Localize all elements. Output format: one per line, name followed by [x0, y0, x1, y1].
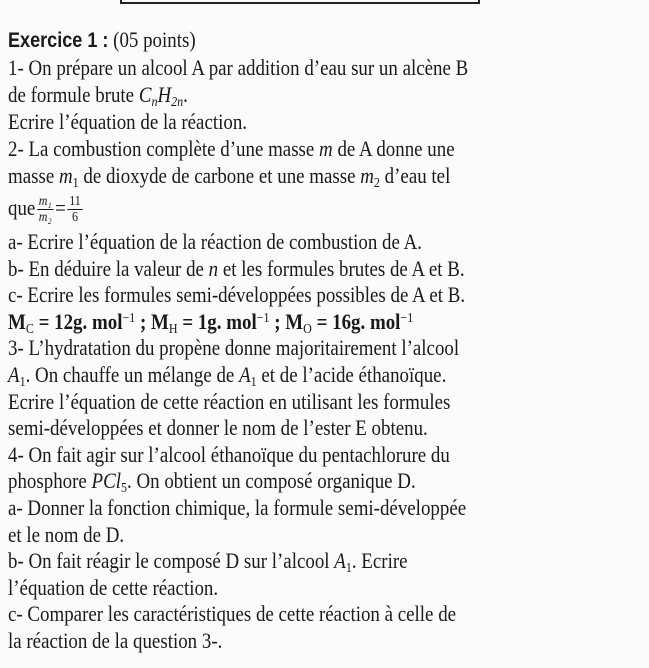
text-segment: l’équation de cette réaction. [8, 574, 219, 600]
math-segment: 1 [250, 375, 257, 390]
math-segment: = 16g. mol [311, 308, 401, 334]
fraction [37, 194, 53, 225]
math-segment: −1 [256, 310, 270, 326]
math-segment: n [151, 95, 158, 110]
text-line [8, 362, 447, 390]
math-segment: H [157, 82, 172, 107]
fraction [67, 194, 82, 225]
denominator: 6 [71, 210, 79, 226]
text-line [8, 191, 84, 225]
text-segment: de dioxyde de carbone et une masse [78, 163, 361, 188]
math-segment: ; M [269, 308, 304, 334]
math-segment: 1 [72, 176, 79, 191]
math-segment: m [360, 163, 374, 188]
math-segment: 2n [171, 95, 184, 110]
numerator: 11 [69, 194, 81, 210]
math-segment: m [319, 136, 333, 161]
text-segment: 2- La combustion complète d’une masse [8, 136, 320, 161]
text-line [8, 336, 459, 360]
text-line [8, 283, 465, 307]
text-segment: semi-développées et donner le nom de l’ester E obtenu. [8, 415, 428, 441]
math-segment: O [303, 321, 312, 337]
math-segment: = 12g. mol [33, 308, 123, 334]
text-segment: que [8, 195, 36, 220]
text-line [8, 137, 455, 161]
text-segment: c- Ecrire les formules semi-développées possibles de A et B. [8, 282, 466, 308]
math-segment: 1 [19, 375, 26, 390]
text-segment: 3- L’hydratation du propène donne majoritairement l’alcool [8, 335, 460, 361]
math-segment: PCl [91, 468, 121, 494]
math-segment: −1 [122, 310, 136, 326]
math-segment: A [8, 362, 20, 387]
text-segment: de A donne une [332, 136, 455, 161]
math-segment: 2 [373, 176, 380, 191]
text-line [8, 523, 124, 547]
text-segment: 4- On fait agir sur l’alcool éthanoïque du pentachlorure du [8, 441, 450, 467]
text-segment: . On obtient un composé organique D. [127, 468, 416, 494]
math-segment: C [138, 82, 152, 107]
text-line [8, 496, 466, 520]
text-line [8, 110, 247, 134]
text-segment: phosphore [8, 468, 92, 494]
text-line [8, 308, 414, 337]
text-segment: de formule brute [8, 82, 139, 107]
math-segment: A [334, 548, 346, 574]
text-segment: . [183, 82, 188, 107]
exercise-title [8, 28, 196, 52]
text-segment: Ecrire l’équation de la réaction. [8, 109, 248, 134]
text-line [8, 443, 450, 467]
text-line [8, 82, 188, 110]
text-segment: a- Ecrire l’équation de la réaction de combustion de A. [8, 229, 422, 254]
math-segment: H [168, 321, 178, 337]
text-segment: a- Donner la fonction chimique, la formule semi-développée [8, 495, 467, 520]
text-line [8, 163, 451, 191]
text-line [8, 602, 456, 626]
math-segment: −1 [400, 310, 414, 326]
header-box [120, 0, 480, 4]
text-segment: et les formules brutes de A et B. [218, 255, 465, 281]
text-segment: . On chauffe un mélange de [25, 362, 240, 387]
text-segment: . Ecrire [351, 548, 408, 574]
text-line [8, 230, 422, 254]
text-line [8, 390, 450, 414]
math-segment: m [58, 163, 73, 188]
text-segment: c- Comparer les caractéristiques de cette réaction à celle de [8, 601, 457, 627]
text-segment: Ecrire l’équation de cette réaction en utilisant les formules [8, 388, 451, 414]
text-line [8, 468, 416, 497]
text-segment: et de l’acide éthanoïque. [256, 362, 447, 387]
math-segment: 1 [345, 561, 352, 577]
math-segment: ; M [135, 308, 169, 334]
text-line [8, 629, 222, 653]
text-segment: d’eau tel [379, 163, 451, 188]
math-segment: Exercice 1 : [8, 29, 109, 52]
text-line [8, 548, 408, 577]
text-line [8, 56, 468, 80]
math-segment: M [8, 308, 26, 334]
text-segment: et le nom de D. [8, 521, 125, 547]
math-segment: = 1g. mol [177, 308, 257, 334]
text-segment: (05 points) [108, 27, 196, 52]
text-line [8, 576, 218, 600]
text-segment: b- On fait réagir le composé D sur l’alcool [8, 548, 335, 574]
text-segment: b- En déduire la valeur de [8, 255, 209, 281]
math-segment: A [239, 362, 251, 387]
math-segment: n [208, 255, 219, 281]
text-segment: = [55, 195, 66, 220]
numerator: m₁ [38, 194, 52, 210]
text-segment: 1- On prépare un alcool A par addition d’eau sur un alcène B [8, 55, 469, 80]
text-segment: la réaction de la question 3-. [8, 628, 223, 653]
math-segment: 5 [120, 481, 128, 497]
math-segment: C [25, 321, 34, 337]
text-segment: masse [8, 163, 59, 188]
text-line [8, 257, 465, 281]
denominator: m₂ [38, 210, 52, 226]
text-line [8, 416, 428, 440]
